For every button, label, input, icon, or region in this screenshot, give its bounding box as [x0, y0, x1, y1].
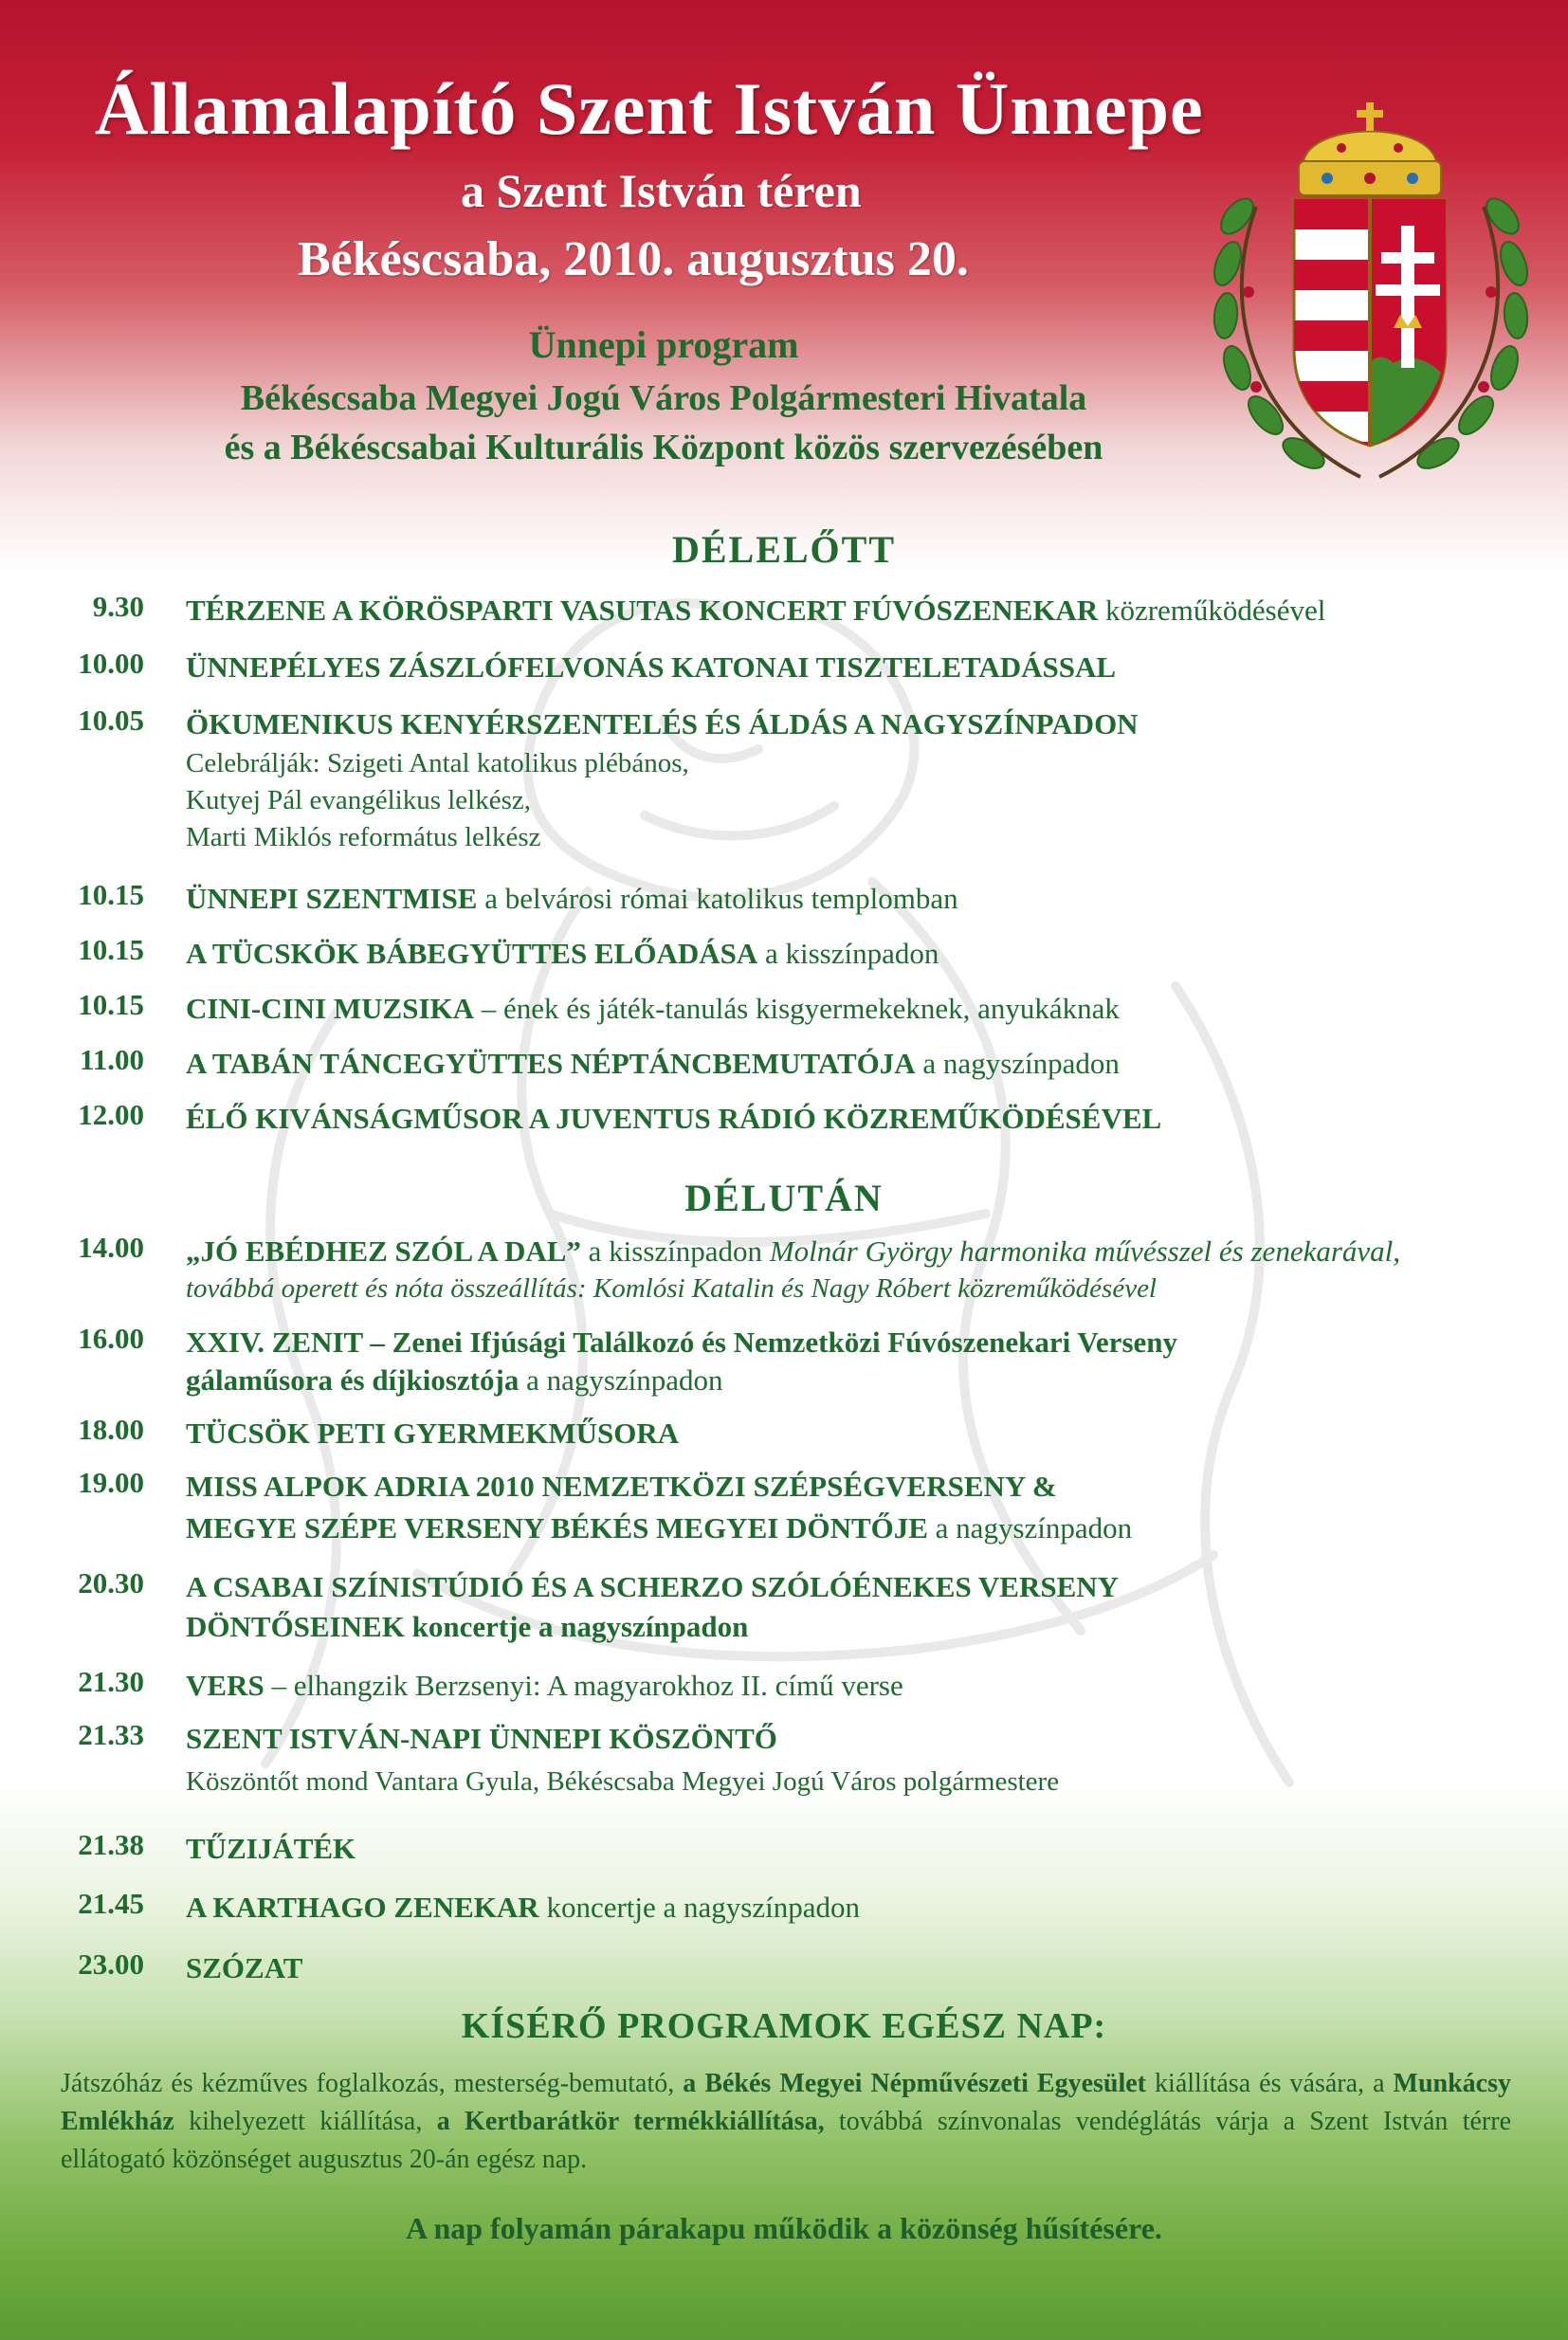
- accompanying-text-part: Játszóház és kézműves foglalkozás, mesterség-bemutató,: [61, 2069, 684, 2098]
- event-time: 10.15: [78, 988, 144, 1021]
- event-description: [186, 704, 1513, 745]
- event-time: 10.00: [78, 647, 144, 680]
- event-detail-bold: MEGYE SZÉPE VERSENY BÉKÉS MEGYEI DÖNTŐJE: [186, 1511, 928, 1545]
- event-title: MISS ALPOK ADRIA 2010 NEMZETKÖZI SZÉPSÉGVERSENY &: [186, 1470, 1057, 1503]
- event-title: XXIV. ZENIT – Zenei Ifjúsági Találkozó és Nemzetközi Fúvószenekari Verseny: [186, 1325, 1178, 1359]
- event-detail: a nagyszínpadon: [927, 1511, 1133, 1545]
- event-time: 21.33: [78, 1718, 144, 1751]
- event-detail-bold: gálaműsora és díjkiosztója: [186, 1363, 520, 1397]
- event-title: SZENT ISTVÁN-NAPI ÜNNEPI KÖSZÖNTŐ: [186, 1722, 777, 1755]
- event-detail: a kisszínpadon: [580, 1234, 770, 1268]
- event-title: A TÜCSKÖK BÁBEGYÜTTES ELŐADÁSA: [186, 937, 758, 970]
- event-detail-line: [186, 1360, 1513, 1401]
- event-description: [186, 590, 1513, 631]
- accompanying-text-part: kiállítása és vására, a: [1146, 2069, 1394, 2098]
- event-description: [186, 1466, 1513, 1508]
- poster-title: Államalapító Szent István Ünnepe: [95, 67, 1204, 150]
- event-description: [186, 933, 1513, 975]
- event-title: ÜNNEPI SZENTMISE: [186, 882, 478, 915]
- accompanying-highlight: Munkácsy Emlékház: [61, 2069, 1511, 2136]
- event-title: ÖKUMENIKUS KENYÉRSZENTELÉS ÉS ÁLDÁS A NAGYSZÍNPADON: [186, 707, 1139, 740]
- event-time: 18.00: [78, 1413, 144, 1446]
- event-title: „JÓ EBÉDHEZ SZÓL A DAL”: [186, 1234, 581, 1268]
- event-time: 16.00: [78, 1322, 144, 1355]
- event-description: [186, 1043, 1513, 1085]
- event-description: [186, 878, 1513, 920]
- event-description: [186, 647, 1513, 688]
- event-detail: koncertje a nagyszínpadon: [538, 1891, 860, 1924]
- event-time: 10.05: [78, 704, 144, 737]
- event-title: A CSABAI SZÍNISTÚDIÓ ÉS A SCHERZO SZÓLÓÉNEKES VERSENY: [186, 1570, 1120, 1603]
- event-time: 10.15: [78, 933, 144, 966]
- event-time: 21.30: [78, 1665, 144, 1698]
- event-detail: közreműködésével: [1098, 594, 1326, 627]
- event-title: ÉLŐ KIVÁNSÁGMŰSOR A JUVENTUS RÁDIÓ KÖZREMŰKÖDÉSÉVEL: [186, 1102, 1162, 1135]
- date-subtitle: Békéscsaba, 2010. augusztus 20.: [298, 232, 969, 286]
- event-title: SZÓZAT: [186, 1951, 303, 1984]
- event-title: VERS: [186, 1669, 264, 1702]
- footer-note: A nap folyamán párakapu működik a közönség hűsítésére.: [406, 2211, 1162, 2245]
- event-detail: – ének és játék-tanulás kisgyermekeknek, anyukáknak: [474, 992, 1120, 1025]
- accompanying-heading: KÍSÉRŐ PROGRAMOK EGÉSZ NAP:: [461, 2006, 1107, 2046]
- event-description: [186, 1231, 1513, 1272]
- accompanying-text: [61, 2065, 1511, 2179]
- section-heading-afternoon: DÉLUTÁN: [684, 1177, 884, 1219]
- event-time: 14.00: [78, 1231, 144, 1264]
- event-title: TŰZIJÁTÉK: [186, 1832, 356, 1865]
- event-description: [186, 1887, 1513, 1929]
- event-time: 19.00: [78, 1466, 144, 1499]
- hungarian-coat-of-arms: [1199, 102, 1541, 501]
- event-description: [186, 1947, 1513, 1989]
- event-time: 21.38: [78, 1828, 144, 1861]
- event-detail-italic: Molnár György harmonika művésszel és zenekarával,: [769, 1234, 1401, 1268]
- event-title: ÜNNEPÉLYES ZÁSZLÓFELVONÁS KATONAI TISZTELETADÁSSAL: [186, 650, 1117, 684]
- event-time: 20.30: [78, 1566, 144, 1600]
- event-detail: – elhangzik Berzsenyi: A magyarokhoz II. című verse: [264, 1669, 903, 1702]
- event-detail-bold: DÖNTŐSEINEK koncertje a nagyszínpadon: [186, 1610, 749, 1643]
- event-description: [186, 1566, 1513, 1608]
- event-detail: a nagyszínpadon: [915, 1047, 1120, 1080]
- event-detail-line: [186, 1508, 1513, 1549]
- poster-header: [0, 0, 1568, 531]
- event-title: CINI-CINI MUZSIKA: [186, 992, 475, 1025]
- event-title: TÜCSÖK PETI GYERMEKMŰSORA: [186, 1417, 680, 1450]
- accompanying-text-part: kihelyezett kiállítása,: [173, 2107, 437, 2136]
- event-description: [186, 1413, 1513, 1454]
- event-detail: a kisszínpadon: [757, 937, 939, 970]
- event-title: A KARTHAGO ZENEKAR: [186, 1891, 539, 1924]
- event-detail: a belvárosi római katolikus templomban: [477, 882, 958, 915]
- event-time: 10.15: [78, 878, 144, 911]
- event-title: A TABÁN TÁNCEGYÜTTES NÉPTÁNCBEMUTATÓJA: [186, 1047, 916, 1080]
- event-time: 23.00: [78, 1947, 144, 1981]
- event-description: [186, 1665, 1513, 1707]
- organizer-line-1: Békéscsaba Megyei Jogú Város Polgármesteri Hivatala: [240, 378, 1087, 418]
- venue-subtitle: a Szent István téren: [461, 164, 862, 217]
- program-label: Ünnepi program: [528, 323, 799, 366]
- event-time: 21.45: [78, 1887, 144, 1920]
- event-detail-line: [186, 1606, 1513, 1648]
- event-time: 12.00: [78, 1098, 144, 1131]
- section-heading-morning: DÉLELŐTT: [671, 528, 897, 571]
- accompanying-highlight: a Békés Megyei Népművészeti Egyesület: [683, 2069, 1147, 2098]
- event-detail-line: Kutyej Pál evangélikus lelkész,: [186, 785, 532, 815]
- event-description: [186, 988, 1513, 1030]
- event-time: 11.00: [79, 1043, 144, 1076]
- event-description: [186, 1098, 1513, 1140]
- event-detail-line: Marti Miklós református lelkész: [186, 822, 541, 852]
- event-detail-line: Köszöntőt mond Vantara Gyula, Békéscsaba Megyei Jogú Város polgármestere: [186, 1766, 1060, 1797]
- event-detail: a nagyszínpadon: [519, 1363, 723, 1397]
- organizer-line-2: és a Békéscsabai Kulturális Központ közös szervezésében: [224, 428, 1103, 467]
- event-description: [186, 1322, 1513, 1363]
- accompanying-text-part: továbbá színvonalas vendéglátás várja a Szent István térre ellátogató közönséget augusztus 20-án egész nap.: [61, 2107, 1512, 2174]
- event-detail-line: Celebrálják: Szigeti Antal katolikus plébános,: [186, 748, 689, 778]
- event-title: TÉRZENE A KÖRÖSPARTI VASUTAS KONCERT FÚVÓSZENEKAR: [186, 594, 1099, 627]
- event-description: [186, 1828, 1513, 1870]
- event-time: 9.30: [92, 590, 144, 623]
- event-description: [186, 1718, 1513, 1760]
- accompanying-highlight: a Kertbarátkör termékkiállítása,: [436, 2107, 825, 2136]
- event-detail-line: továbbá operett és nóta összeállítás: Komlósi Katalin és Nagy Róbert közreműködésével: [186, 1273, 1157, 1304]
